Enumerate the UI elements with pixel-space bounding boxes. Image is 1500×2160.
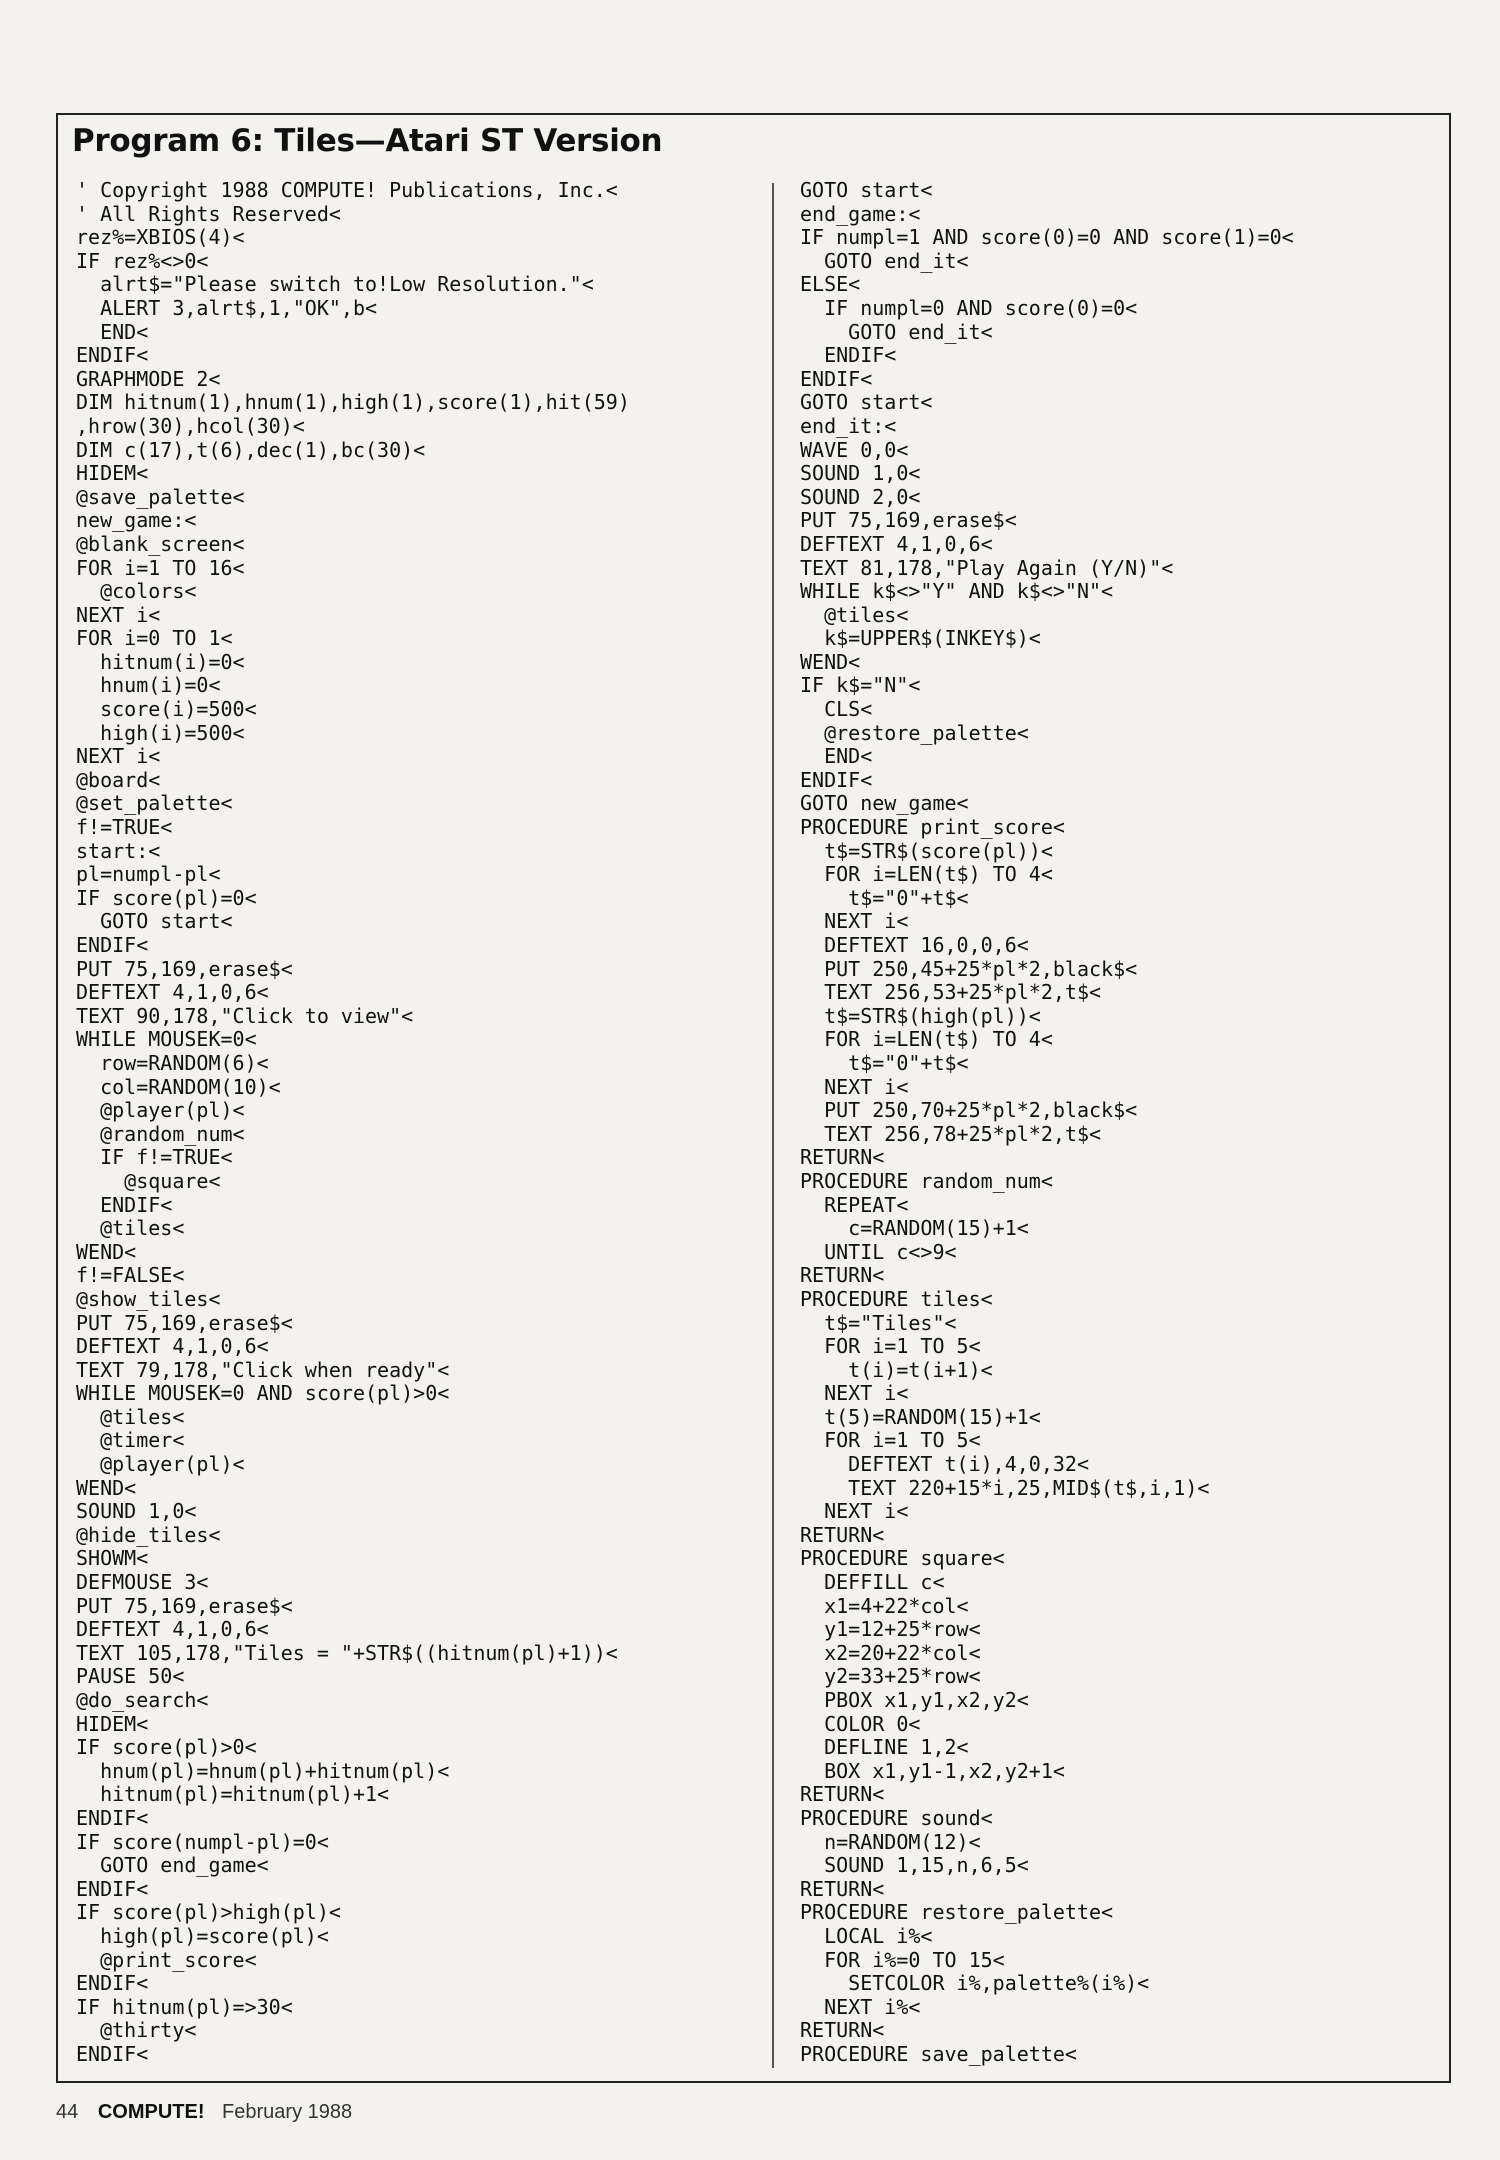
code-line: TEXT 220+15*i,25,MID$(t$,i,1)<	[800, 1475, 1210, 1500]
code-line: x1=4+22*col<	[800, 1593, 969, 1618]
code-line: CLS<	[800, 697, 873, 722]
code-line: IF f!=TRUE<	[76, 1145, 233, 1170]
code-line: PROCEDURE save_palette<	[800, 2041, 1077, 2066]
code-line: TEXT 90,178,"Click to view"<	[76, 1003, 414, 1028]
code-line: IF hitnum(pl)=>30<	[76, 1994, 293, 2019]
code-line: RETURN<	[800, 1522, 885, 1547]
code-line: FOR i=1 TO 5<	[800, 1334, 981, 1359]
code-line: x2=20+22*col<	[800, 1640, 981, 1665]
code-line: RETURN<	[800, 2018, 885, 2043]
code-line: k$=UPPER$(INKEY$)<	[800, 626, 1041, 651]
code-line: PROCEDURE sound<	[800, 1805, 993, 1830]
code-line: BOX x1,y1-1,x2,y2+1<	[800, 1758, 1065, 1783]
code-line: ALERT 3,alrt$,1,"OK",b<	[76, 295, 378, 320]
code-line: ENDIF<	[76, 2041, 149, 2066]
code-line: TEXT 256,53+25*pl*2,t$<	[800, 980, 1102, 1005]
code-line: new_game:<	[76, 508, 197, 533]
code-line: DEFLINE 1,2<	[800, 1735, 969, 1760]
code-line: @player(pl)<	[76, 1098, 245, 1123]
code-line: f!=FALSE<	[76, 1263, 185, 1288]
code-line: ENDIF<	[800, 366, 873, 391]
code-line: UNTIL c<>9<	[800, 1239, 957, 1264]
code-line: @save_palette<	[76, 484, 245, 509]
code-line: @tiles<	[76, 1216, 185, 1241]
code-line: ELSE<	[800, 272, 861, 297]
code-line: TEXT 256,78+25*pl*2,t$<	[800, 1121, 1102, 1146]
code-line: GOTO end_it<	[800, 248, 969, 273]
code-line: END<	[76, 319, 149, 344]
code-line: hnum(i)=0<	[76, 673, 221, 698]
code-line: t(5)=RANDOM(15)+1<	[800, 1404, 1041, 1429]
code-line: GRAPHMODE 2<	[76, 366, 221, 391]
code-line: IF numpl=0 AND score(0)=0<	[800, 295, 1138, 320]
code-line: FOR i=0 TO 1<	[76, 626, 233, 651]
code-line: GOTO new_game<	[800, 791, 969, 816]
code-line: t(i)=t(i+1)<	[800, 1357, 993, 1382]
code-line: LOCAL i%<	[800, 1923, 933, 1948]
code-line: PROCEDURE random_num<	[800, 1168, 1053, 1193]
code-line: IF score(pl)=0<	[76, 885, 257, 910]
code-line: @show_tiles<	[76, 1286, 221, 1311]
code-line: SOUND 2,0<	[800, 484, 921, 509]
code-line: GOTO end_game<	[76, 1853, 269, 1878]
code-line: t$=STR$(high(pl))<	[800, 1003, 1041, 1028]
code-line: alrt$="Please switch to!Low Resolution."<	[76, 272, 594, 297]
code-line: WHILE k$<>"Y" AND k$<>"N"<	[800, 579, 1114, 604]
code-line: DEFTEXT t(i),4,0,32<	[800, 1452, 1089, 1477]
code-line: FOR i=1 TO 16<	[76, 555, 245, 580]
code-line: @random_num<	[76, 1121, 245, 1146]
code-line: NEXT i<	[76, 602, 161, 627]
code-line: DEFTEXT 4,1,0,6<	[76, 1334, 269, 1359]
code-line: PUT 250,70+25*pl*2,black$<	[800, 1098, 1138, 1123]
code-line: hitnum(i)=0<	[76, 649, 245, 674]
code-line: ENDIF<	[76, 1971, 149, 1996]
code-line: PUT 75,169,erase$<	[76, 956, 293, 981]
code-line: PROCEDURE restore_palette<	[800, 1900, 1114, 1925]
listing-title: Program 6: Tiles—Atari ST Version	[72, 123, 663, 159]
code-column-left	[76, 179, 630, 2067]
code-line: WEND<	[800, 649, 861, 674]
code-line: hitnum(pl)=hitnum(pl)+1<	[76, 1782, 390, 1807]
code-line: n=RANDOM(12)<	[800, 1829, 981, 1854]
code-line: PBOX x1,y1,x2,y2<	[800, 1688, 1029, 1712]
code-line: @thirty<	[76, 2018, 197, 2043]
code-line: HIDEM<	[76, 1711, 149, 1736]
code-line: REPEAT<	[800, 1192, 909, 1217]
code-line: @player(pl)<	[76, 1452, 245, 1477]
code-line: SOUND 1,15,n,6,5<	[800, 1853, 1029, 1878]
program-listing-box	[56, 113, 1451, 2083]
code-line: ENDIF<	[76, 933, 149, 957]
code-line: DEFMOUSE 3<	[76, 1570, 209, 1595]
code-line: end_it:<	[800, 413, 897, 438]
code-line: FOR i=LEN(t$) TO 4<	[800, 1027, 1053, 1052]
code-line: ENDIF<	[76, 1192, 173, 1217]
code-line: NEXT i<	[76, 744, 161, 769]
code-line: DEFTEXT 4,1,0,6<	[76, 980, 269, 1005]
code-line: ENDIF<	[76, 343, 149, 368]
code-line: y2=33+25*row<	[800, 1664, 981, 1689]
code-line: SOUND 1,0<	[76, 1499, 197, 1524]
code-line: PROCEDURE print_score<	[800, 815, 1065, 840]
code-line: ENDIF<	[800, 343, 897, 368]
code-line: y1=12+25*row<	[800, 1617, 981, 1642]
code-line: high(pl)=score(pl)<	[76, 1923, 329, 1948]
code-line: @blank_screen<	[76, 531, 245, 556]
code-line: t$=STR$(score(pl))<	[800, 838, 1053, 863]
code-line: @square<	[76, 1168, 221, 1193]
code-line: IF score(pl)>high(pl)<	[76, 1900, 341, 1925]
column-divider	[772, 183, 774, 2068]
code-line: rez%=XBIOS(4)<	[76, 225, 245, 250]
code-line: FOR i=LEN(t$) TO 4<	[800, 862, 1053, 887]
code-line: TEXT 105,178,"Tiles = "+STR$((hitnum(pl)+1))<	[76, 1640, 618, 1665]
code-line: WEND<	[76, 1239, 137, 1264]
code-line: SOUND 1,0<	[800, 461, 921, 486]
magazine-name: COMPUTE!	[97, 2101, 205, 2123]
code-line: RETURN<	[800, 1782, 885, 1807]
code-line: ENDIF<	[76, 1876, 149, 1901]
code-line: WAVE 0,0<	[800, 437, 909, 462]
code-line: IF rez%<>0<	[76, 248, 209, 273]
code-line: END<	[800, 744, 873, 769]
code-line: NEXT i%<	[800, 1994, 921, 2019]
code-line: row=RANDOM(6)<	[76, 1050, 269, 1075]
code-line: RETURN<	[800, 1145, 885, 1170]
code-line: IF numpl=1 AND score(0)=0 AND score(1)=0<	[800, 225, 1294, 250]
page-footer	[56, 2101, 352, 2124]
code-line: end_game:<	[800, 201, 921, 226]
issue-date: February 1988	[222, 2101, 353, 2123]
code-line: @set_palette<	[76, 791, 233, 816]
code-line: start:<	[76, 838, 161, 863]
code-line: PROCEDURE square<	[800, 1546, 1005, 1571]
code-line: IF score(numpl-pl)=0<	[76, 1829, 329, 1854]
page-number: 44	[56, 2101, 79, 2123]
code-line: @board<	[76, 767, 161, 792]
code-line: ,hrow(30),hcol(30)<	[76, 413, 305, 438]
code-line: t$="0"+t$<	[800, 885, 969, 910]
code-line: IF k$="N"<	[800, 673, 921, 698]
code-line: ENDIF<	[76, 1805, 149, 1830]
code-line: DEFFILL c<	[800, 1570, 945, 1595]
code-line: DEFTEXT 4,1,0,6<	[800, 531, 993, 556]
code-line: PAUSE 50<	[76, 1664, 185, 1689]
code-line: ' All Rights Reserved<	[76, 201, 341, 226]
code-line: SETCOLOR i%,palette%(i%)<	[800, 1971, 1150, 1996]
code-line: pl=numpl-pl<	[76, 862, 221, 887]
code-line: RETURN<	[800, 1876, 885, 1901]
code-line: col=RANDOM(10)<	[76, 1074, 281, 1099]
code-line: DIM hitnum(1),hnum(1),high(1),score(1),hit(59)	[76, 390, 630, 415]
code-line: FOR i%=0 TO 15<	[800, 1947, 1005, 1972]
code-line: FOR i=1 TO 5<	[800, 1428, 981, 1453]
code-line: WEND<	[76, 1475, 137, 1500]
code-line: GOTO start<	[800, 390, 933, 415]
code-line: c=RANDOM(15)+1<	[800, 1216, 1029, 1241]
code-line: PUT 75,169,erase$<	[76, 1593, 293, 1618]
code-line: @tiles<	[800, 602, 909, 627]
code-line: NEXT i<	[800, 909, 909, 934]
code-line: DIM c(17),t(6),dec(1),bc(30)<	[76, 437, 426, 462]
code-line: NEXT i<	[800, 1499, 909, 1524]
code-line: DEFTEXT 4,1,0,6<	[76, 1617, 269, 1642]
code-line: ' Copyright 1988 COMPUTE! Publications, Inc.<	[76, 178, 618, 202]
code-line: @do_search<	[76, 1688, 209, 1712]
code-line: hnum(pl)=hnum(pl)+hitnum(pl)<	[76, 1758, 450, 1783]
code-line: DEFTEXT 16,0,0,6<	[800, 933, 1029, 957]
code-line: SHOWM<	[76, 1546, 149, 1571]
code-line: @hide_tiles<	[76, 1522, 221, 1547]
code-line: HIDEM<	[76, 461, 149, 486]
code-line: score(i)=500<	[76, 697, 257, 722]
code-line: NEXT i<	[800, 1074, 909, 1099]
code-line: WHILE MOUSEK=0<	[76, 1027, 257, 1052]
code-line: NEXT i<	[800, 1381, 909, 1406]
code-line: @colors<	[76, 579, 197, 604]
code-line: RETURN<	[800, 1263, 885, 1288]
code-line: @print_score<	[76, 1947, 257, 1972]
code-line: GOTO end_it<	[800, 319, 993, 344]
code-line: WHILE MOUSEK=0 AND score(pl)>0<	[76, 1381, 450, 1406]
code-line: @timer<	[76, 1428, 185, 1453]
code-line: t$="0"+t$<	[800, 1050, 969, 1075]
code-line: @tiles<	[76, 1404, 185, 1429]
code-line: ENDIF<	[800, 767, 873, 792]
code-line: GOTO start<	[76, 909, 233, 934]
code-line: high(i)=500<	[76, 720, 245, 745]
code-column-right	[800, 179, 1294, 2067]
code-line: @restore_palette<	[800, 720, 1029, 745]
code-line: PUT 250,45+25*pl*2,black$<	[800, 956, 1138, 981]
code-line: PUT 75,169,erase$<	[76, 1310, 293, 1335]
code-line: GOTO start<	[800, 178, 933, 202]
code-line: t$="Tiles"<	[800, 1310, 957, 1335]
code-line: IF score(pl)>0<	[76, 1735, 257, 1760]
code-line: f!=TRUE<	[76, 815, 173, 840]
code-line: COLOR 0<	[800, 1711, 921, 1736]
code-line: PROCEDURE tiles<	[800, 1286, 993, 1311]
code-line: TEXT 79,178,"Click when ready"<	[76, 1357, 450, 1382]
code-line: TEXT 81,178,"Play Again (Y/N)"<	[800, 555, 1174, 580]
code-line: PUT 75,169,erase$<	[800, 508, 1017, 533]
